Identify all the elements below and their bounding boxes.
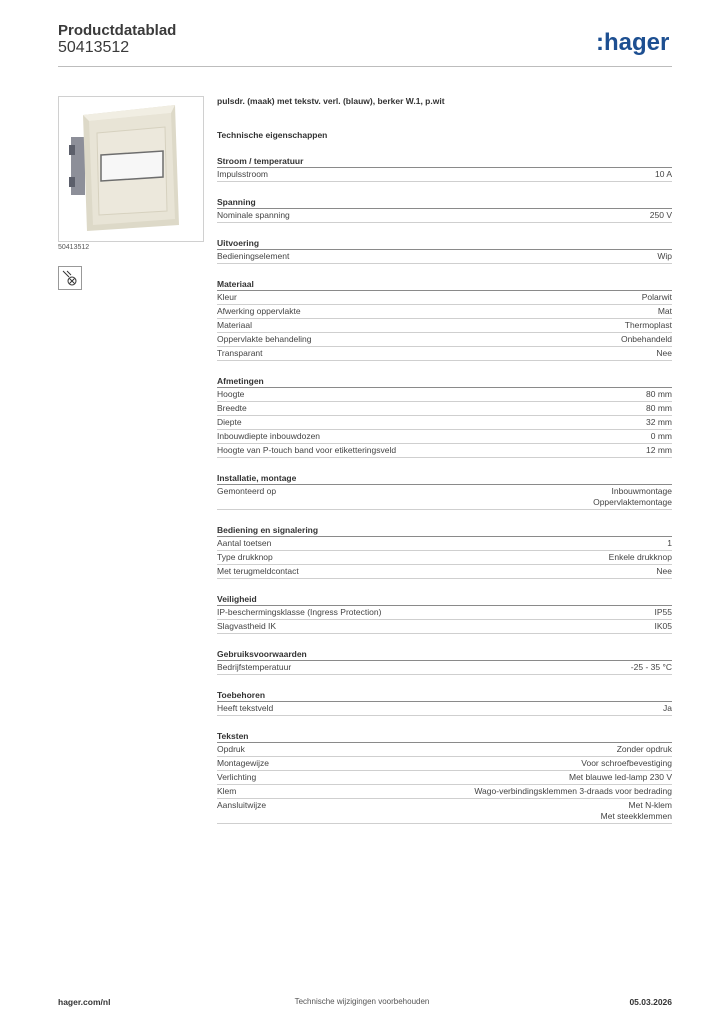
spec-value-line: 32 mm [646,417,672,427]
section-title: Toebehoren [217,689,672,702]
spec-row [217,565,672,579]
spec-value [663,703,672,714]
spec-value [646,389,672,400]
spec-section [217,196,672,223]
spec-value-line: Oppervlaktemontage [593,497,672,507]
spec-value-line: 1 [667,538,672,548]
spec-row [217,799,672,824]
spec-row [217,743,672,757]
spec-label: Montagewijze [217,758,269,768]
spec-label: Oppervlakte behandeling [217,334,312,344]
spec-value [609,552,672,563]
spec-row [217,168,672,182]
spec-row [217,551,672,565]
spec-label: Bedieningselement [217,251,290,261]
spec-value [650,210,672,221]
spec-label: Verlichting [217,772,257,782]
spec-row [217,485,672,510]
spec-section [217,689,672,716]
spec-label: Hoogte [217,389,245,399]
spec-label: Bedrijfstemperatuur [217,662,292,672]
spec-row [217,661,672,675]
spec-row [217,430,672,444]
spec-value [569,772,672,783]
section-title: Bediening en signalering [217,524,672,537]
spec-value-line: Met steekklemmen [600,811,672,821]
section-title: Gebruiksvoorwaarden [217,648,672,661]
spec-value-line: -25 - 35 °C [630,662,672,672]
spec-label: Hoogte van P-touch band voor etiketteringsveld [217,445,397,455]
spec-row [217,305,672,319]
spec-row [217,606,672,620]
spec-value-line: 0 mm [650,431,672,441]
spec-label: Aantal toetsen [217,538,272,548]
spec-value-line: Polarwit [641,292,672,302]
spec-label: Gemonteerd op [217,486,277,496]
spec-value [601,800,672,822]
spec-label: Transparant [217,348,263,358]
spec-value [657,251,672,262]
spec-row [217,250,672,264]
spec-section [217,648,672,675]
footer-website: hager.com/nl [58,997,111,1007]
spec-value [656,566,672,577]
header-divider [58,66,672,67]
spec-value [581,758,672,769]
spec-value [625,320,672,331]
spec-label: Diepte [217,417,242,427]
doc-title: Productdatablad [58,22,177,39]
spec-section [217,155,672,182]
spec-row [217,702,672,716]
spec-value-line: Enkele drukknop [608,552,672,562]
spec-section [217,472,672,510]
spec-row [217,291,672,305]
spec-section [217,524,672,579]
spec-row [217,402,672,416]
hager-logo [596,28,676,58]
logo-text: :hager [596,29,670,56]
spec-row [217,757,672,771]
spec-value-line: IP55 [654,607,672,617]
spec-section [217,237,672,264]
spec-value-line: Met N-klem [628,800,672,810]
spec-label: Breedte [217,403,247,413]
spec-row [217,771,672,785]
spec-value [658,306,672,317]
spec-row [217,444,672,458]
spec-value [655,621,673,632]
spec-value-line: Thermoplast [624,320,672,330]
spec-value [646,403,672,414]
spec-value-line: IK05 [654,621,672,631]
switch-illustration [59,97,203,241]
section-title: Spanning [217,196,672,209]
spec-row [217,620,672,634]
spec-label: Nominale spanning [217,210,290,220]
section-title: Stroom / temperatuur [217,155,672,168]
spec-value [655,607,673,618]
spec-label: Type drukknop [217,552,273,562]
spec-value-line: Inbouwmontage [611,486,672,496]
spec-label: Kleur [217,292,237,302]
spec-value-line: 80 mm [646,403,672,413]
spec-value-line: Wip [657,251,672,261]
spec-label: Aansluitwijze [217,800,267,810]
spec-label: Inbouwdiepte inbouwdozen [217,431,321,441]
spec-row [217,209,672,223]
product-description: pulsdr. (maak) met tekstv. verl. (blauw), berker W.1, p.wit [217,96,445,106]
spec-section [217,278,672,361]
spec-value-line: 250 V [649,210,672,220]
spec-value [621,334,672,345]
spec-value [656,348,672,359]
spec-label: IP-beschermingsklasse (Ingress Protection) [217,607,382,617]
spec-label: Klem [217,786,237,796]
product-image [58,96,204,242]
section-title: Teksten [217,730,672,743]
section-title: Afmetingen [217,375,672,388]
spec-value-line: 10 A [654,169,672,179]
spec-value [646,445,672,456]
section-title: Materiaal [217,278,672,291]
spec-row [217,388,672,402]
spec-row [217,416,672,430]
spec-row [217,333,672,347]
spec-row [217,347,672,361]
footer-disclaimer: Technische wijzigingen voorbehouden [294,997,430,1006]
spec-section [217,375,672,458]
spec-value-line: 80 mm [646,389,672,399]
footer-date: 05.03.2026 [629,997,672,1007]
spec-label: Impulsstroom [217,169,269,179]
spec-value-line: Nee [656,566,672,576]
spec-sections [217,155,672,824]
spec-value-line: Nee [656,348,672,358]
spec-value-line: Zonder opdruk [616,744,672,754]
spec-value-line: 12 mm [646,445,672,455]
spec-value [593,486,672,508]
pushbutton-symbol-icon [58,266,82,290]
tech-heading: Technische eigenschappen [217,130,328,140]
spec-value-line: Met blauwe led-lamp 230 V [568,772,672,782]
spec-value [655,169,672,180]
spec-label: Met terugmeldcontact [217,566,299,576]
spec-label: Slagvastheid IK [217,621,277,631]
doc-number: 50413512 [58,39,130,56]
spec-section [217,593,672,634]
spec-value [667,538,672,549]
spec-label: Materiaal [217,320,252,330]
spec-value [651,431,672,442]
section-title: Uitvoering [217,237,672,250]
section-title: Veiligheid [217,593,672,606]
spec-value [631,662,672,673]
spec-row [217,537,672,551]
section-title: Installatie, montage [217,472,672,485]
spec-value-line: Voor schroefbevestiging [581,758,672,768]
spec-value [617,744,672,755]
image-caption: 50413512 [58,244,90,251]
spec-row [217,319,672,333]
spec-value [646,417,672,428]
spec-value-line: Mat [657,306,672,316]
spec-label: Afwerking oppervlakte [217,306,301,316]
spec-row [217,785,672,799]
spec-label: Opdruk [217,744,245,754]
spec-column [217,95,672,824]
spec-value [642,292,672,303]
spec-value-line: Onbehandeld [620,334,672,344]
spec-section [217,730,672,824]
spec-value-line: Ja [663,703,672,713]
spec-value [474,786,672,797]
spec-label: Heeft tekstveld [217,703,274,713]
spec-value-line: Wago-verbindingsklemmen 3-draads voor bedrading [474,786,672,796]
